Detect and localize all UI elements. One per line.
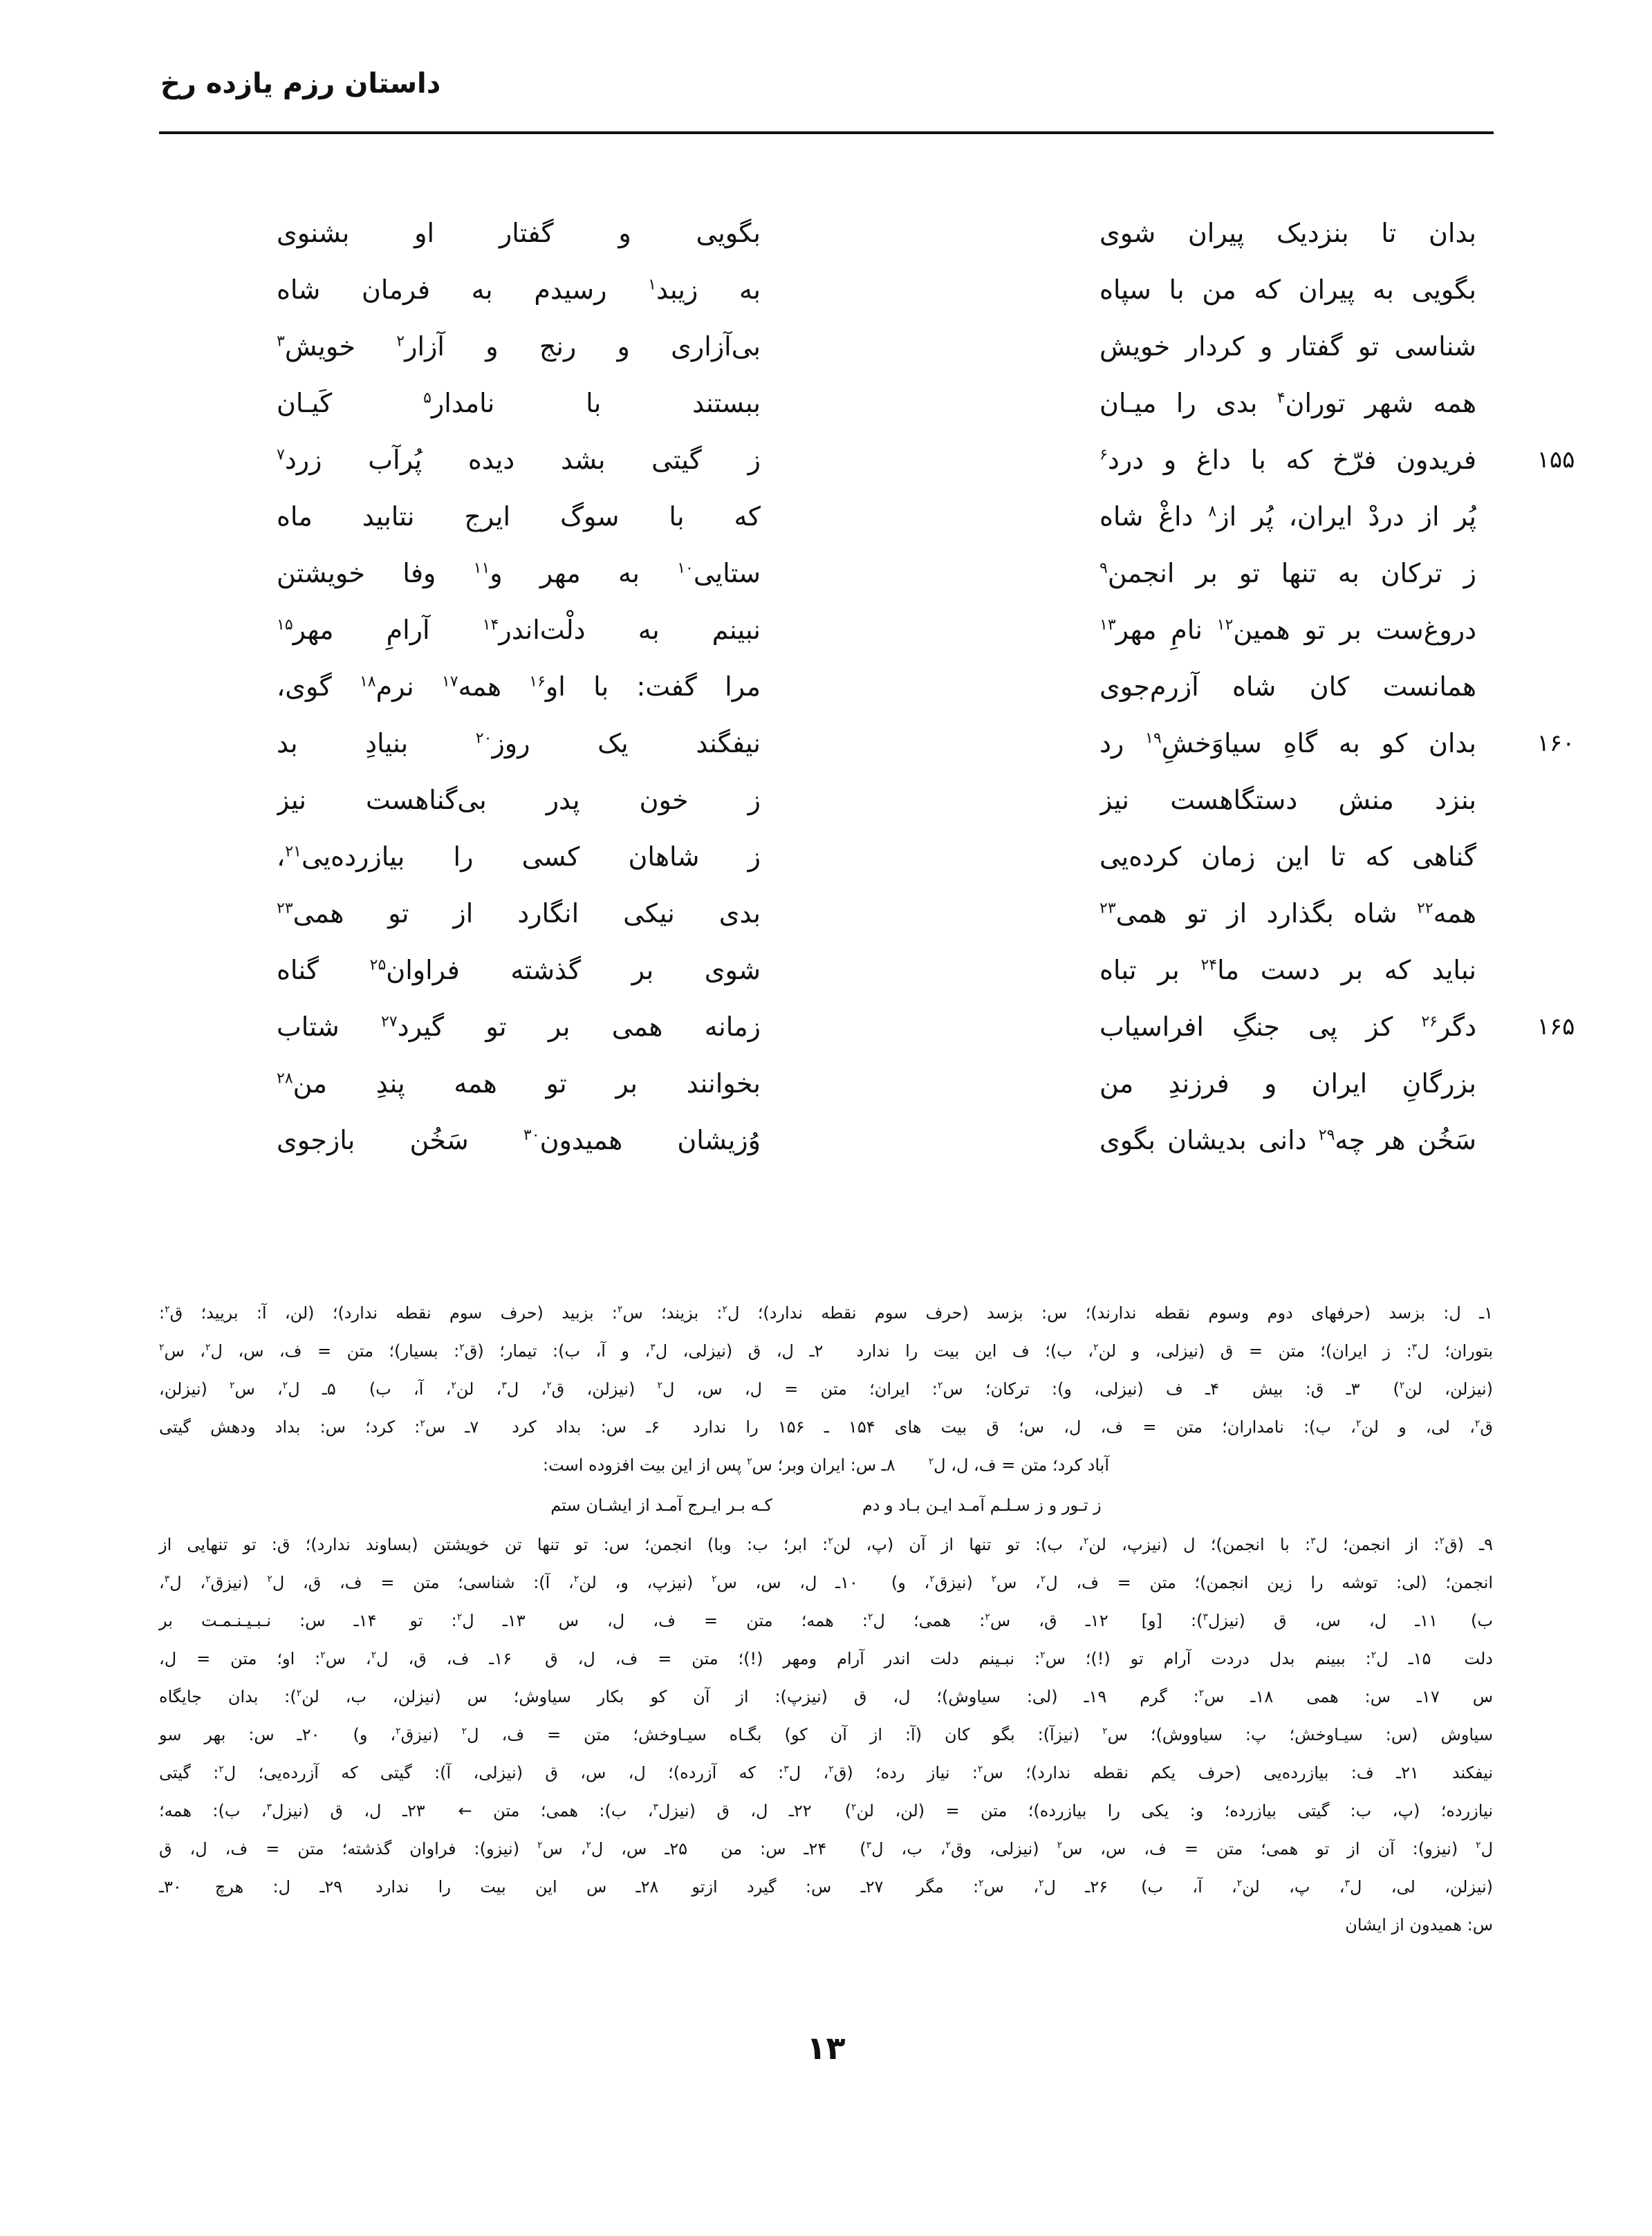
footnote-line: ب) ۱۱ـ ل، س، ق (نیزل$^۳$): [و] ۱۲ـ ق، س$^۲$: همی؛ ل$^۲$: همه؛ متن = ف، ل، س ۱۳ـ ل$^۲$: تو ۱۴ـ س: نـبـیـنـمـت بر [159, 1611, 1493, 1630]
column-gap [761, 602, 1099, 658]
footnote-line: بتوران؛ ل$^۳$: ز ایران)؛ متن = ق (نیزلی، و لن$^۲$، ب)؛ ف این بیت را ندارد ۲ـ ل، ق (نیزلی، ل$^۳$، و آ، ب): تیمار؛ (ق$^۲$: بسیار)؛ متن = ف، س، ل$^۲$، س$^۲$ [159, 1341, 1494, 1361]
footnote-line: ل$^۲$ (نیزو): آن از تو همی؛ متن = ف، س، س$^۲$ (نیزلی، وق$^۲$، ب، ل$^۳$) ۲۴ـ س: من ۲۵ـ س، ل$^۲$، س$^۲$ (نیزو): فراوان گذشته؛ متن = ف، ل، ق [159, 1839, 1494, 1858]
number-gap [1476, 828, 1518, 885]
number-gap [1476, 885, 1518, 942]
hemistich-right: همه شهر توران$^۴$ بدی را میـان [1099, 388, 1476, 418]
couplet-row [277, 885, 1594, 942]
couplet-row [277, 545, 1594, 602]
hemistich-right: دروغ‌ست بر تو همین$^{۱۲}$ نامِ مهر$^{۱۳}$ [1099, 615, 1476, 645]
column-gap [761, 488, 1099, 545]
couplet-row [277, 261, 1594, 318]
hemistich-left: شوی بر گذشته فراوان$^{۲۵}$ گناه [277, 955, 761, 985]
couplet-row [277, 318, 1594, 375]
column-gap [761, 318, 1099, 375]
footnote-line: س: همیدون از ایشان [1345, 1915, 1493, 1935]
inserted-verse [159, 1484, 1493, 1526]
verse-number [1518, 1055, 1594, 1112]
hemistich-left: بگویی و گفتار او بشنوی [277, 218, 761, 248]
footnote-line: سیاوش (س: سیـاوخش؛ پ: سیاووش)؛ س$^۲$ (نیزآ): بگو کان (آ: از آن کو) بگـاه سیـاوخش؛ متن = ف، ل$^۲$ (نیزق$^۲$، و) ۲۰ـ س: بهر سو [159, 1725, 1494, 1744]
verse-number: ۱۶۰ [1537, 729, 1575, 757]
verse-number [1518, 318, 1594, 375]
number-gap [1476, 942, 1518, 998]
inserted-verse-right: ز تـور و ز سـلـم آمـد ایـن بـاد و دم [862, 1496, 1102, 1515]
number-gap [1476, 431, 1518, 488]
verse-number [1518, 261, 1594, 318]
hemistich-left: ز گیتی بشد دیده پُرآب زرد$^۷$ [277, 445, 761, 475]
footnote-line: نیازرده؛ (پ، ب: گیتی بیازرده؛ و: یکی را بیازرده)؛ متن = (لن، لن$^۲$) ۲۲ـ ل، ق (نیزل$^۳$، ب): همی؛ متن ← ۲۳ـ ل، ق (نیزل$^۳$، ب): همه؛ [159, 1801, 1493, 1820]
column-gap [761, 772, 1099, 828]
poem-block [277, 205, 1594, 1168]
verse-number [1518, 602, 1594, 658]
couplet-row [277, 375, 1594, 431]
hemistich-left: ز خون پدر بی‌گناهست نیز [277, 785, 761, 815]
header-rule [159, 131, 1494, 134]
footnote-line: ۱ـ ل: بزسد (حرفهای دوم وسوم نقطه ندارند)؛ س: بزسد (حرف سوم نقطه ندارد)؛ ل$^۲$: بزیند؛ س$^۲$: بزبید (حرف سوم نقطه ندارد)؛ (لن، آ: بریید؛ ق$^۲$: [159, 1303, 1494, 1323]
couplet-row [277, 998, 1594, 1055]
hemistich-left: وُزیشان همیدون$^{۳۰}$ سَخُن بازجوی [277, 1125, 761, 1155]
verse-number [1518, 205, 1594, 261]
verse-number: ۱۵۵ [1537, 446, 1575, 474]
number-gap [1476, 261, 1518, 318]
couplet-row [277, 431, 1594, 488]
footnotes-block [159, 1294, 1493, 1944]
column-gap [761, 715, 1099, 772]
hemistich-left: بخوانند بر تو همه پندِ من$^{۲۸}$ [277, 1068, 761, 1099]
verse-number [1518, 488, 1594, 545]
hemistich-right: پُر از دردْ ایران، پُر از$^۸$ داغْ شاه [1099, 501, 1476, 532]
hemistich-right: همه$^{۲۲}$ شاه بگذارد از تو همی$^{۲۳}$ [1099, 898, 1476, 929]
hemistich-left: ز شاهان کسی را بیازرده‌یی$^{۲۱}$، [277, 841, 761, 872]
hemistich-left: نبینم به دلْت‌اندر$^{۱۴}$ آرامِ مهر$^{۱۵}$ [277, 615, 761, 645]
footnote-line: ۹ـ (ق$^۲$: از انجمن؛ ل$^۳$: با انجمن)؛ ل (نیزپ، لن$^۲$، ب): تو تنها از آن (پ، لن$^۲$: ابر؛ ب: وبا) انجمن؛ س: تو تنها تن خویشتن (بساوند ندارد)؛ ق: تو تنهایی از [159, 1535, 1494, 1554]
couplet-row [277, 658, 1594, 715]
hemistich-right: بدان کو به گاهِ سیاوَخشِ$^{۱۹}$ رد [1099, 728, 1476, 758]
footnote-line: (نیزلن، لن$^۲$) ۳ـ ق: بیش ۴ـ ف (نیزلی، و): ترکان؛ س$^۲$: ایران؛ متن = ل، س، ل$^۲$ (نیزلن، ق$^۲$، ل$^۳$، لن$^۲$، آ، ب) ۵ـ ل$^۲$، س$^۲$ (نیزلن، [159, 1379, 1494, 1399]
couplet-row [277, 772, 1594, 828]
number-gap [1476, 602, 1518, 658]
column-gap [761, 942, 1099, 998]
hemistich-left: که با سوگ ایرج نتابید ماه [277, 501, 761, 532]
column-gap [761, 375, 1099, 431]
hemistich-left: بدی نیکی انگارد از تو همی$^{۲۳}$ [277, 898, 761, 929]
hemistich-left: بی‌آزاری و رنج و آزار$^۲$ خویش$^۳$ [277, 331, 761, 362]
footnote-line: انجمن؛ (لی: توشه را زین انجمن)؛ متن = ف، ل$^۲$، س$^۲$ (نیزق$^۲$، و) ۱۰ـ ل، س، س$^۲$ (نیزپ، و، لن$^۲$، آ): شناسی؛ متن = ف، ق، ل$^۲$ (نیزق$^۲$، ل$^۳$، [159, 1573, 1494, 1592]
hemistich-left: ستایی$^{۱۰}$ به مهر و$^{۱۱}$ وفا خویشتن [277, 558, 761, 588]
page-number: ۱۳ [806, 2029, 846, 2067]
number-gap [1476, 658, 1518, 715]
hemistich-left: به زیبد$^۱$ رسیدم به فرمان شاه [277, 274, 761, 305]
hemistich-right: بدان تا بنزدیک پیران شوی [1099, 218, 1476, 248]
footnote-line: ق$^۲$، لی، و لن$^۲$، ب): نامداران؛ متن = ف، ل، س؛ ق بیت های ۱۵۴ ـ ۱۵۶ را ندارد ۶ـ س: بداد کرد ۷ـ س$^۲$: کرد؛ س: بداد ودهش گیتی [159, 1417, 1493, 1437]
hemistich-right: همانست کان شاه آزرم‌جوی [1099, 671, 1476, 702]
hemistich-left: مرا گفت: با او$^{۱۶}$ همه$^{۱۷}$ نرم$^{۱۸}$ گوی، [277, 671, 761, 702]
verse-number [1518, 545, 1594, 602]
verse-number [1518, 1112, 1594, 1168]
number-gap [1476, 772, 1518, 828]
hemistich-right: نباید که بر دست ما$^{۲۴}$ بر تباه [1099, 955, 1476, 985]
footnote-line: (نیزلن، لی، ل$^۳$، پ، لن$^۲$، آ، ب) ۲۶ـ ل$^۲$، س$^۲$: مگر ۲۷ـ س: گیرد ازتو ۲۸ـ س این بیت را ندارد ۲۹ـ ل: هرچ ۳۰ـ [159, 1877, 1494, 1897]
column-gap [761, 545, 1099, 602]
footnote-line: دلت ۱۵ـ ل$^۲$: ببینم بدل دردت آرام تو (!)؛ س$^۲$: نبـینم دلت اندر آرام ومهر (!)؛ متن = ف، ل، ق ۱۶ـ ف، ق، ل$^۲$، س$^۲$: او؛ متن = ل، [159, 1649, 1493, 1668]
footnote-line: آباد کرد؛ متن = ف، ل، ل$^۲$ ۸ـ س: ایران وبر؛ س$^۲$ پس از این بیت افزوده است: [542, 1455, 1109, 1475]
couplet-row [277, 205, 1594, 261]
column-gap [761, 205, 1099, 261]
column-gap [761, 658, 1099, 715]
verse-number [1518, 375, 1594, 431]
hemistich-right: گناهی که تا این زمان کرده‌یی [1099, 841, 1476, 872]
footnote-line: نیفکند ۲۱ـ ف: بیازرده‌یی (حرف یکم نقطه ندارد)؛ س$^۲$: نیاز رده؛ (ق$^۲$، ل$^۳$: که آزرده)؛ ل، س، ق (نیزلی، آ): گیتی که آزرده‌یی؛ ل$^۲$: گیتی [159, 1763, 1494, 1782]
couplet-row [277, 942, 1594, 998]
number-gap [1476, 488, 1518, 545]
number-gap [1476, 1055, 1518, 1112]
hemistich-left: زمانه همی بر تو گیرد$^{۲۷}$ شتاب [277, 1012, 761, 1042]
verse-number [1518, 658, 1594, 715]
hemistich-right: بگویی به پیران که من با سپاه [1099, 274, 1476, 305]
number-gap [1476, 318, 1518, 375]
page-title: داستان رزم یازده رخ [160, 68, 441, 100]
couplet-row [277, 1112, 1594, 1168]
column-gap [761, 828, 1099, 885]
verse-number [1518, 885, 1594, 942]
hemistich-right: ز ترکان به تنها تو بر انجمن$^۹$ [1099, 558, 1476, 588]
hemistich-right: بنزد منش دستگاهست نیز [1099, 785, 1476, 815]
hemistich-right: فریدون فرّخ که با داغ و درد$^۶$ [1099, 445, 1476, 475]
verse-number [1518, 828, 1594, 885]
hemistich-left: نیفگند یک روز$^{۲۰}$ بنیادِ بد [277, 728, 761, 758]
column-gap [761, 1112, 1099, 1168]
number-gap [1476, 375, 1518, 431]
couplet-row [277, 488, 1594, 545]
footnote-line: س ۱۷ـ س: همی ۱۸ـ س$^۲$: گرم ۱۹ـ (لی: سیاوش)؛ ل، ق (نیزپ): از آن کو بکار سیاوش؛ س (نیزلن، ب، لن$^۲$): بدان جایگاه [159, 1687, 1493, 1706]
number-gap [1476, 998, 1518, 1055]
verse-number [1518, 772, 1594, 828]
column-gap [761, 998, 1099, 1055]
column-gap [761, 431, 1099, 488]
hemistich-left: ببستند با نامدار$^۵$ کَیـان [277, 388, 761, 418]
verse-number [1518, 942, 1594, 998]
column-gap [761, 1055, 1099, 1112]
column-gap [761, 261, 1099, 318]
hemistich-right: سَخُن هر چه$^{۲۹}$ دانی بدیشان بگوی [1099, 1125, 1476, 1155]
verse-number: ۱۶۵ [1537, 1013, 1575, 1041]
number-gap [1476, 1112, 1518, 1168]
couplet-row [277, 602, 1594, 658]
hemistich-right: شناسی تو گفتار و کردار خویش [1099, 331, 1476, 362]
inserted-verse-left: کـه بـر ایـرج آمـد از ایشـان ستم [550, 1496, 772, 1515]
number-gap [1476, 715, 1518, 772]
number-gap [1476, 545, 1518, 602]
couplet-row [277, 715, 1594, 772]
couplet-row [277, 1055, 1594, 1112]
column-gap [761, 885, 1099, 942]
hemistich-right: بزرگانِ ایران و فرزندِ من [1099, 1068, 1476, 1099]
couplet-row [277, 828, 1594, 885]
hemistich-right: دگر$^{۲۶}$ کز پی جنگِ افراسیاب [1099, 1012, 1476, 1042]
number-gap [1476, 205, 1518, 261]
